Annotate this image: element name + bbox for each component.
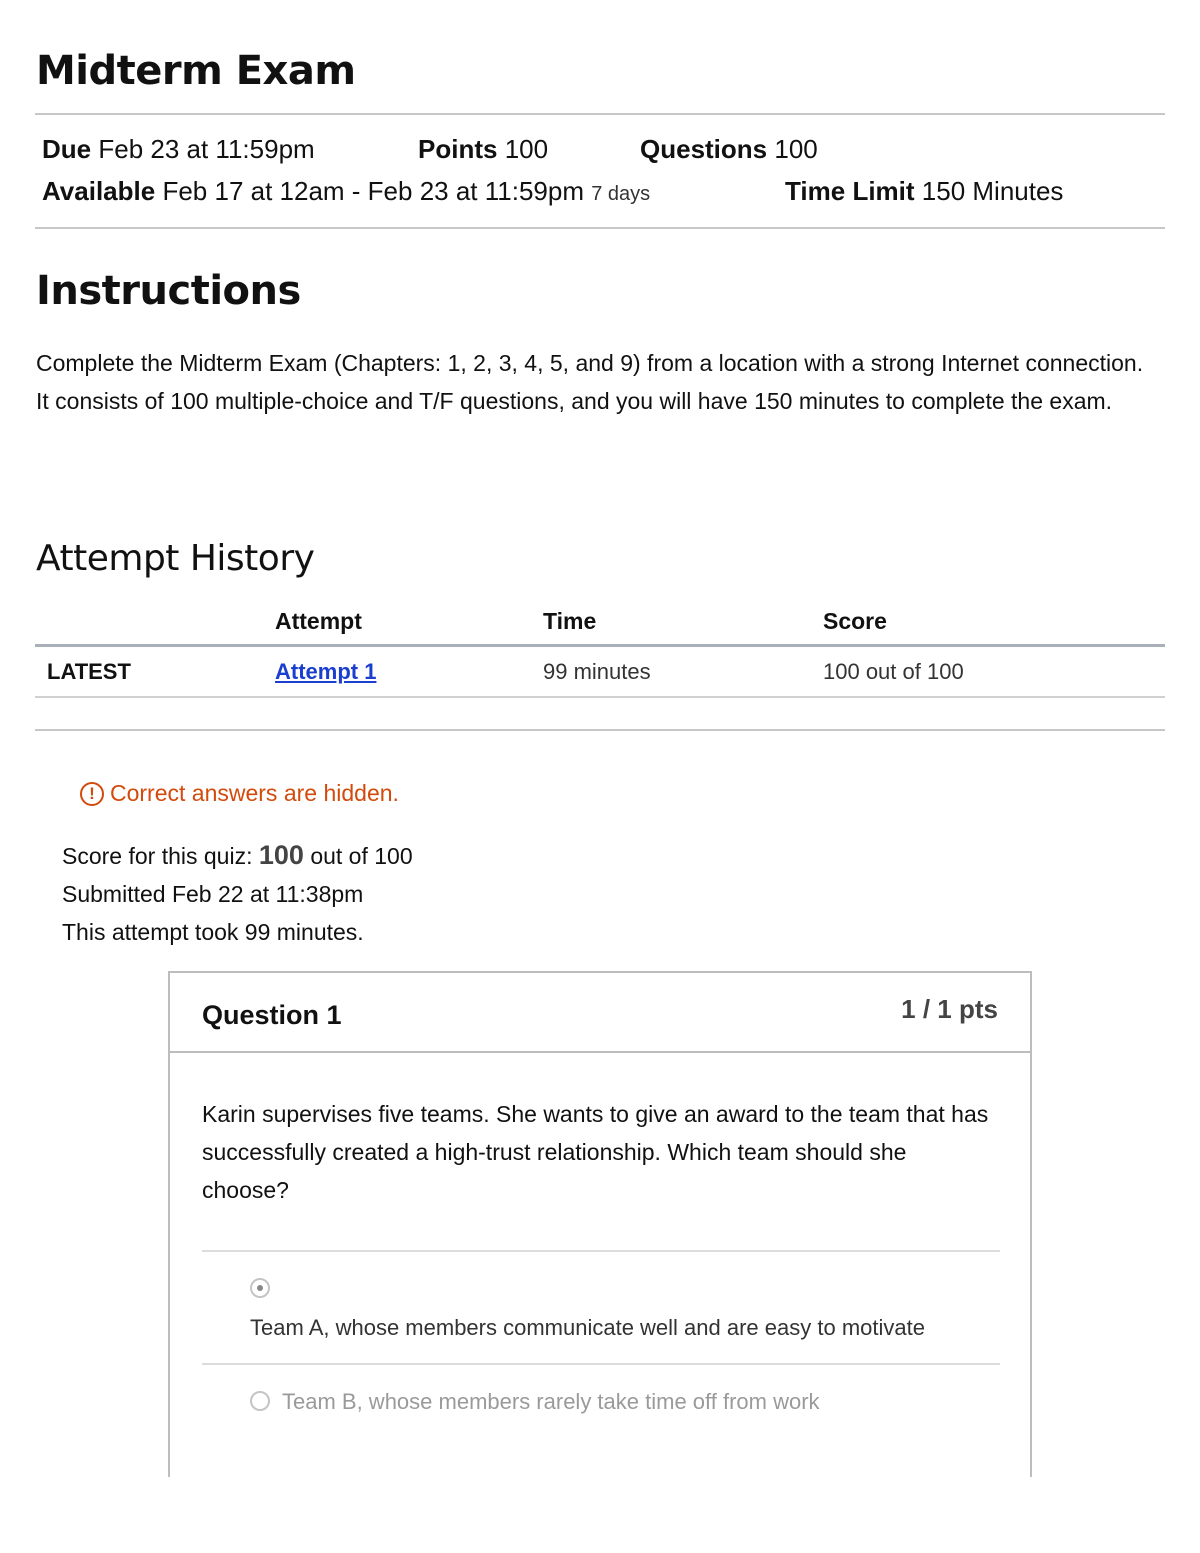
- points-value: 100: [504, 134, 549, 164]
- duration-text: This attempt took 99 minutes.: [62, 919, 364, 945]
- time-limit-label: Time Limit: [785, 176, 915, 206]
- answers-hidden-notice: [80, 780, 399, 807]
- questions-label: Questions: [640, 134, 768, 164]
- score-prefix: Score for this quiz:: [62, 843, 253, 869]
- attempt-score: 100 out of 100: [823, 659, 964, 684]
- due-label: Due: [42, 134, 92, 164]
- table-header-rule: [35, 644, 1165, 647]
- submitted-text: Submitted Feb 22 at 11:38pm: [62, 881, 364, 907]
- attempt-history-heading: Attempt History: [36, 538, 315, 579]
- score-value: 100: [258, 840, 304, 870]
- column-header-time: Time: [543, 608, 597, 634]
- exclamation-circle-icon: !: [80, 782, 104, 806]
- question-title: Question 1: [202, 1000, 342, 1030]
- answers-hidden-text: Correct answers are hidden.: [110, 780, 399, 806]
- points-label: Points: [418, 134, 498, 164]
- question-card: [168, 971, 1032, 1477]
- time-limit-value: 150 Minutes: [921, 176, 1064, 206]
- question-header: [170, 973, 1030, 1053]
- answer-radio[interactable]: [250, 1391, 270, 1411]
- available-label: Available: [42, 176, 156, 206]
- answer-option-a: Team A, whose members communicate well and are easy to motivate: [250, 1315, 925, 1340]
- attempt-1-link[interactable]: Attempt 1: [275, 659, 377, 684]
- instructions-text: Complete the Midterm Exam (Chapters: 1, 2, 3, 4, 5, and 9) from a location with a strong Internet connection. It consists of 100 multiple-choice and T/F questions, and you will have 150 minutes to complete the exam.: [36, 350, 1144, 414]
- column-header-score: Score: [823, 608, 887, 634]
- divider: [35, 729, 1165, 731]
- latest-tag: LATEST: [47, 659, 131, 684]
- page-title: Midterm Exam: [36, 48, 356, 94]
- answer-divider: [202, 1363, 1000, 1365]
- question-points: 1 / 1 pts: [901, 994, 998, 1024]
- available-value: Feb 17 at 12am - Feb 23 at 11:59pm: [162, 176, 585, 206]
- answer-divider: [202, 1250, 1000, 1252]
- questions-info: [640, 134, 818, 165]
- column-header-attempt: Attempt: [275, 608, 362, 634]
- answer-option-b: Team B, whose members rarely take time off from work: [282, 1389, 820, 1414]
- question-text: Karin supervises five teams. She wants to give an award to the team that has successfully created a high-trust relationship. Which team should she choose?: [202, 1101, 989, 1203]
- instructions-heading: Instructions: [36, 268, 301, 314]
- available-info: [42, 176, 650, 207]
- divider: [35, 113, 1165, 115]
- available-days: 7 days: [591, 183, 651, 205]
- answer-radio-selected[interactable]: [250, 1278, 270, 1298]
- questions-value: 100: [774, 134, 818, 164]
- attempt-time: 99 minutes: [543, 659, 651, 684]
- table-row-rule: [35, 696, 1165, 698]
- divider: [35, 227, 1165, 229]
- time-limit-info: [785, 176, 1063, 207]
- score-suffix: out of 100: [310, 843, 413, 869]
- quiz-score: [62, 840, 413, 871]
- due-value: Feb 23 at 11:59pm: [98, 134, 315, 164]
- points-info: [418, 134, 548, 165]
- due-info: [42, 134, 315, 165]
